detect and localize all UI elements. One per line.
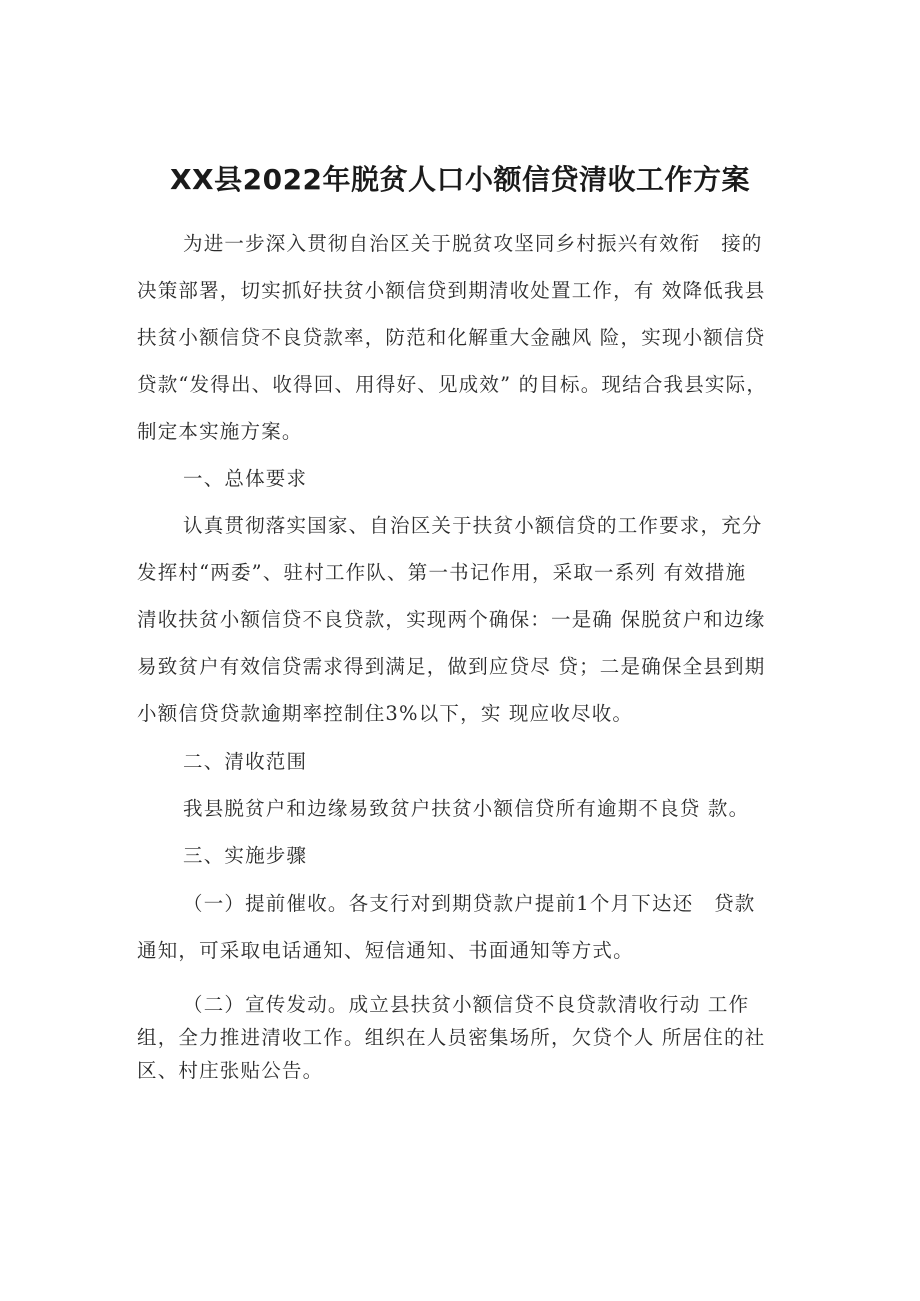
paragraph-line: 决策部署，切实抓好扶贫小额信贷到期清收处置工作，有 效降低我县 (137, 279, 766, 302)
step1-paragraph (137, 880, 792, 974)
paragraph-line: （一）提前催收。各支行对到期贷款户提前1个月下达还 贷款 (183, 892, 756, 915)
paragraph-line: 清收扶贫小额信贷不良贷款，实现两个确保：一是确 保脱贫户和边缘 (137, 608, 766, 631)
paragraph-line: 易致贫户有效信贷需求得到满足，做到应贷尽 贷；二是确保全县到期 (137, 655, 766, 678)
paragraph-line: 扶贫小额信贷不良贷款率，防范和化解重大金融风 险，实现小额信贷 (137, 326, 766, 349)
paragraph-line: 认真贯彻落实国家、自治区关于扶贫小额信贷的工作要求，充分 (183, 514, 763, 537)
paragraph-line: 我县脱贫户和边缘易致贫户扶贫小额信贷所有逾期不良贷 款。 (183, 797, 750, 820)
intro-paragraph (137, 220, 792, 455)
step2-paragraph (137, 988, 792, 1087)
section-heading-collection-scope: 二、清收范围 (183, 750, 308, 773)
paragraph-line: 发挥村“两委”、驻村工作队、第一书记作用，采取一系列 有效措施 (137, 561, 747, 584)
section-heading-implementation-steps: 三、实施步骤 (183, 844, 308, 867)
paragraph-line: 为进一步深入贯彻自治区关于脱贫攻坚同乡村振兴有效衔 接的 (183, 232, 763, 255)
paragraph-line: 小额信贷贷款逾期率控制住3%以下，实 现应收尽收。 (137, 702, 634, 725)
paragraph-line: 贷款“发得出、收得回、用得好、见成效” 的目标。现结合我县实际， (137, 373, 768, 396)
section-heading-overall-requirements: 一、总体要求 (183, 467, 308, 490)
paragraph-line: 通知，可采取电话通知、短信通知、书面通知等方式。 (137, 939, 634, 962)
paragraph-line: 区、村庄张贴公告。 (137, 1059, 324, 1082)
section1-paragraph (137, 502, 792, 737)
section2-paragraph (137, 785, 792, 832)
paragraph-line: 组，全力推进清收工作。组织在人员密集场所，欠贷个人 所居住的社 (137, 1026, 766, 1049)
paragraph-line: 制定本实施方案。 (137, 420, 303, 443)
document-title: XX县2022年脱贫人口小额信贷清收工作方案 (169, 163, 751, 196)
paragraph-line: （二）宣传发动。成立县扶贫小额信贷不良贷款清收行动 工作 (183, 993, 750, 1016)
